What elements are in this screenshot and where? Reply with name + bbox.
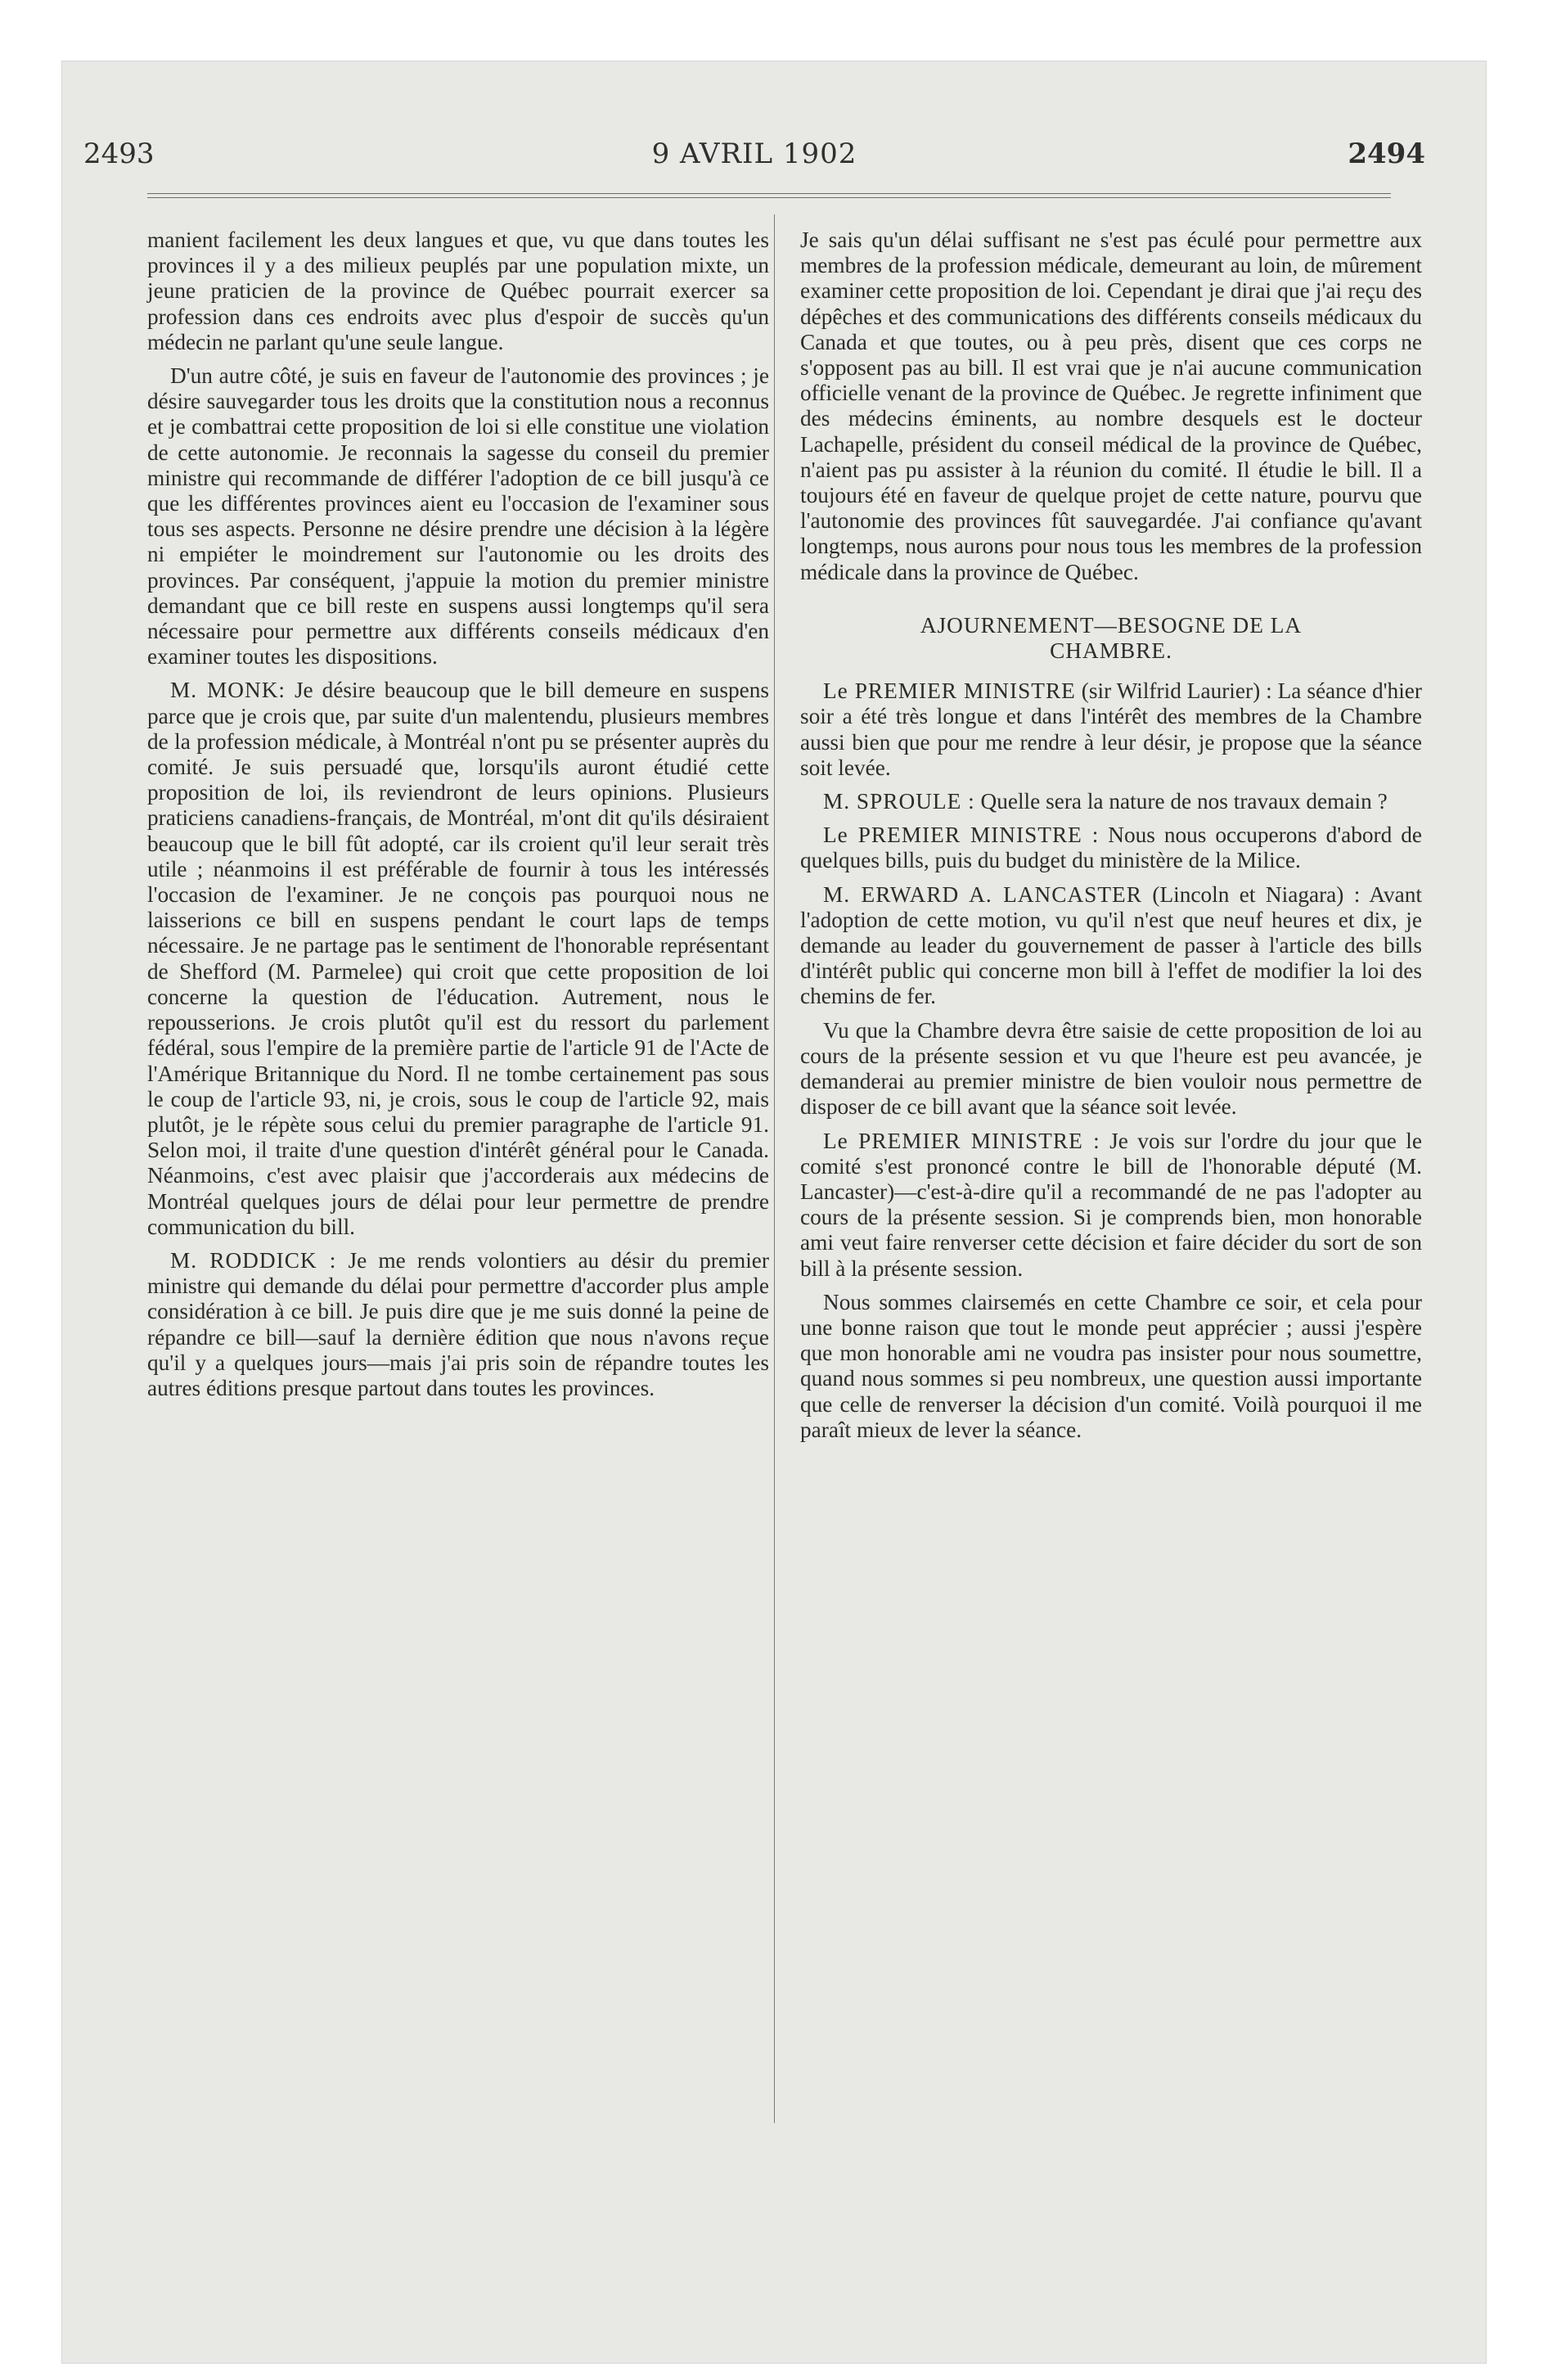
speech-text: (Lincoln et Niagara) : Avant l'adoption de cette motion, vu qu'il n'est que neuf heures et dix, je demande au leader du gouvernement de passer à l'article des bills d'intérêt public qui concerne mon bill à l'effet de modifier la loi des chemins de fer. [800, 881, 1422, 1009]
speech-text: Je vois sur l'ordre du jour que le comité s'est prononcé contre le bill de l'honorable député (M. Lancaster)—c'est-à-dire qu'il a recommandé de ne pas l'adopter au cours de la présente session. Si je comprends bien, mon honorable ami veut faire renverser cette décision et faire décider du sort de son bill à la présente session. [800, 1128, 1422, 1281]
speech-premier-ministre [800, 1129, 1422, 1282]
column-divider [774, 214, 775, 2123]
page-number-right: 2494 [1348, 137, 1425, 170]
heading-line: CHAMBRE. [1050, 638, 1172, 664]
speech-premier-ministre [800, 678, 1422, 781]
header-date: 9 AVRIL 1902 [651, 137, 857, 170]
speaker-name: Le PREMIER MINISTRE [823, 678, 1076, 704]
speech-premier-ministre [800, 823, 1422, 873]
page-number-left: 2493 [83, 137, 155, 170]
speaker-name: M. MONK: [170, 678, 286, 703]
paragraph: Nous sommes clairsemés en cette Chambre ce soir, et cela pour une bonne raison que tout le monde peut apprécier ; aussi j'espère que mon honorable ami ne voudra pas insister pour nous soumettre, quand nous sommes si peu nombreux, une question aussi importante que celle de renverser la décision d'un comité. Voilà pourquoi il me paraît mieux de lever la séance. [800, 1289, 1422, 1442]
speech-roddick [147, 1248, 769, 1401]
speech-text: Nous nous occuperons d'abord de quelques bills, puis du budget du ministère de la Milice. [800, 823, 1422, 873]
header-rule [147, 193, 1391, 198]
left-column [147, 228, 769, 1409]
page-header [83, 137, 1425, 178]
speech-sproule [800, 789, 1422, 814]
speech-text: (sir Wilfrid Laurier) : La séance d'hier soir a été très longue et dans l'intérêt des membres de la Chambre aussi bien que pour me rendre à leur désir, je propose que la séance soit levée. [800, 678, 1422, 780]
heading-line: AJOURNEMENT—BESOGNE DE LA [920, 612, 1303, 638]
speaker-name: M. RODDICK : [170, 1247, 337, 1273]
right-column [800, 228, 1422, 1451]
paragraph: manient facilement les deux langues et que, vu que dans toutes les provinces il y a des milieux peuplés par une population mixte, un jeune praticien de la province de Québec pourrait exercer sa profession dans ces endroits avec plus d'espoir de succès qu'un médecin ne parlant qu'une seule langue. [147, 228, 769, 354]
speaker-name: M. SPROULE : [823, 789, 975, 814]
speaker-name: M. ERWARD A. LANCASTER [823, 881, 1142, 907]
speech-monk [147, 678, 769, 1239]
section-heading [800, 613, 1422, 664]
paragraph: Je sais qu'un délai suffisant ne s'est pas éculé pour permettre aux membres de la profession médicale, demeurant au loin, de mûrement examiner cette proposition de loi. Cependant je dirai que j'ai reçu des dépêches et des communications des différents conseils médicaux du Canada et que toutes, ou à peu près, disent que ces corps ne s'opposent pas au bill. Il est vrai que je n'ai aucune communication officielle venant de la province de Québec. Je regrette infiniment que des médecins éminents, au nombre desquels est le docteur Lachapelle, président du conseil médical de la province de Québec, n'aient pas pu assister à la réunion du comité. Il étudie le bill. Il a toujours été en faveur de quelque projet de cette nature, pourvu que l'autonomie des provinces fût sauvegardée. J'ai confiance qu'avant longtemps, nous aurons pour nous tous les membres de la profession médicale dans la province de Québec. [800, 228, 1422, 584]
speech-text: Je me rends volontiers au désir du premier ministre qui demande du délai pour permettre d'accorder plus ample considération à ce bill. Je puis dire que je me suis donné la peine de répandre ce bill—sauf la dernière édition que nous n'avons reçue qu'il y a quelques jours—mais j'ai pris soin de répandre toutes les autres éditions presque partout dans toutes les provinces. [147, 1247, 770, 1400]
speech-lancaster [800, 882, 1422, 1010]
speaker-name: Le PREMIER MINISTRE : [823, 823, 1100, 848]
speech-text: Quelle sera la nature de nos travaux demain ? [980, 789, 1388, 814]
speaker-name: Le PREMIER MINISTRE : [823, 1128, 1100, 1153]
paragraph: D'un autre côté, je suis en faveur de l'autonomie des provinces ; je désire sauvegarder tous les droits que la constitution nous a reconnus et je combattrai cette proposition de loi si elle constitue une violation de cette autonomie. Je reconnais la sagesse du conseil du premier ministre qui recommande de différer l'adoption de ce bill jusqu'à ce que les différentes provinces aient eu l'occasion de l'examiner sous tous ses aspects. Personne ne désire prendre une décision à la légère ni empiéter le moindrement sur l'autonomie ou les droits des provinces. Par conséquent, j'appuie la motion du premier ministre demandant que ce bill reste en suspens aussi longtemps qu'il sera nécessaire pour permettre aux différents conseils médicaux d'en examiner toutes les dispositions. [147, 363, 769, 669]
paragraph: Vu que la Chambre devra être saisie de cette proposition de loi au cours de la présente session et vu que l'heure est peu avancée, je demanderai au premier ministre de bien vouloir nous permettre de disposer de ce bill avant que la séance soit levée. [800, 1017, 1422, 1120]
speech-text: Je désire beaucoup que le bill demeure en suspens parce que je crois que, par suite d'un malentendu, plusieurs membres de la profession médicale, à Montréal n'ont pu se présenter auprès du comité. Je suis persuadé que, lorsqu'ils auront étudié cette proposition de loi, ils reviendront de leurs opinions. Plusieurs praticiens canadiens-français, de Montréal, m'ont dit qu'ils désiraient beaucoup que le bill fût adopté, car ils croient qu'il leur serait très utile ; néanmoins il est préférable de fournir à tous les intéressés l'occasion de l'examiner. Je ne conçois pas pourquoi nous ne laisserions ce bill en suspens pendant le court laps de temps nécessaire. Je ne partage pas le sentiment de l'honorable représentant de Shefford (M. Parmelee) qui croit que cette proposition de loi concerne la question de l'éducation. Autrement, nous le repousserions. Je crois plutôt qu'il est du ressort du parlement fédéral, sous l'empire de la première partie de l'article 91 de l'Acte de l'Amérique Britannique du Nord. Il ne tombe certainement pas sous le coup de l'article 93, ni, je crois, sous le coup de l'article 92, mais plutôt, je le répète sous celui du premier paragraphe de l'article 91. Selon moi, il traite d'une question d'intérêt général pour le Canada. Néanmoins, c'est avec plaisir que j'accorderais aux médecins de Montréal quelques jours de délai pour leur permettre de prendre communication du bill. [147, 678, 769, 1239]
